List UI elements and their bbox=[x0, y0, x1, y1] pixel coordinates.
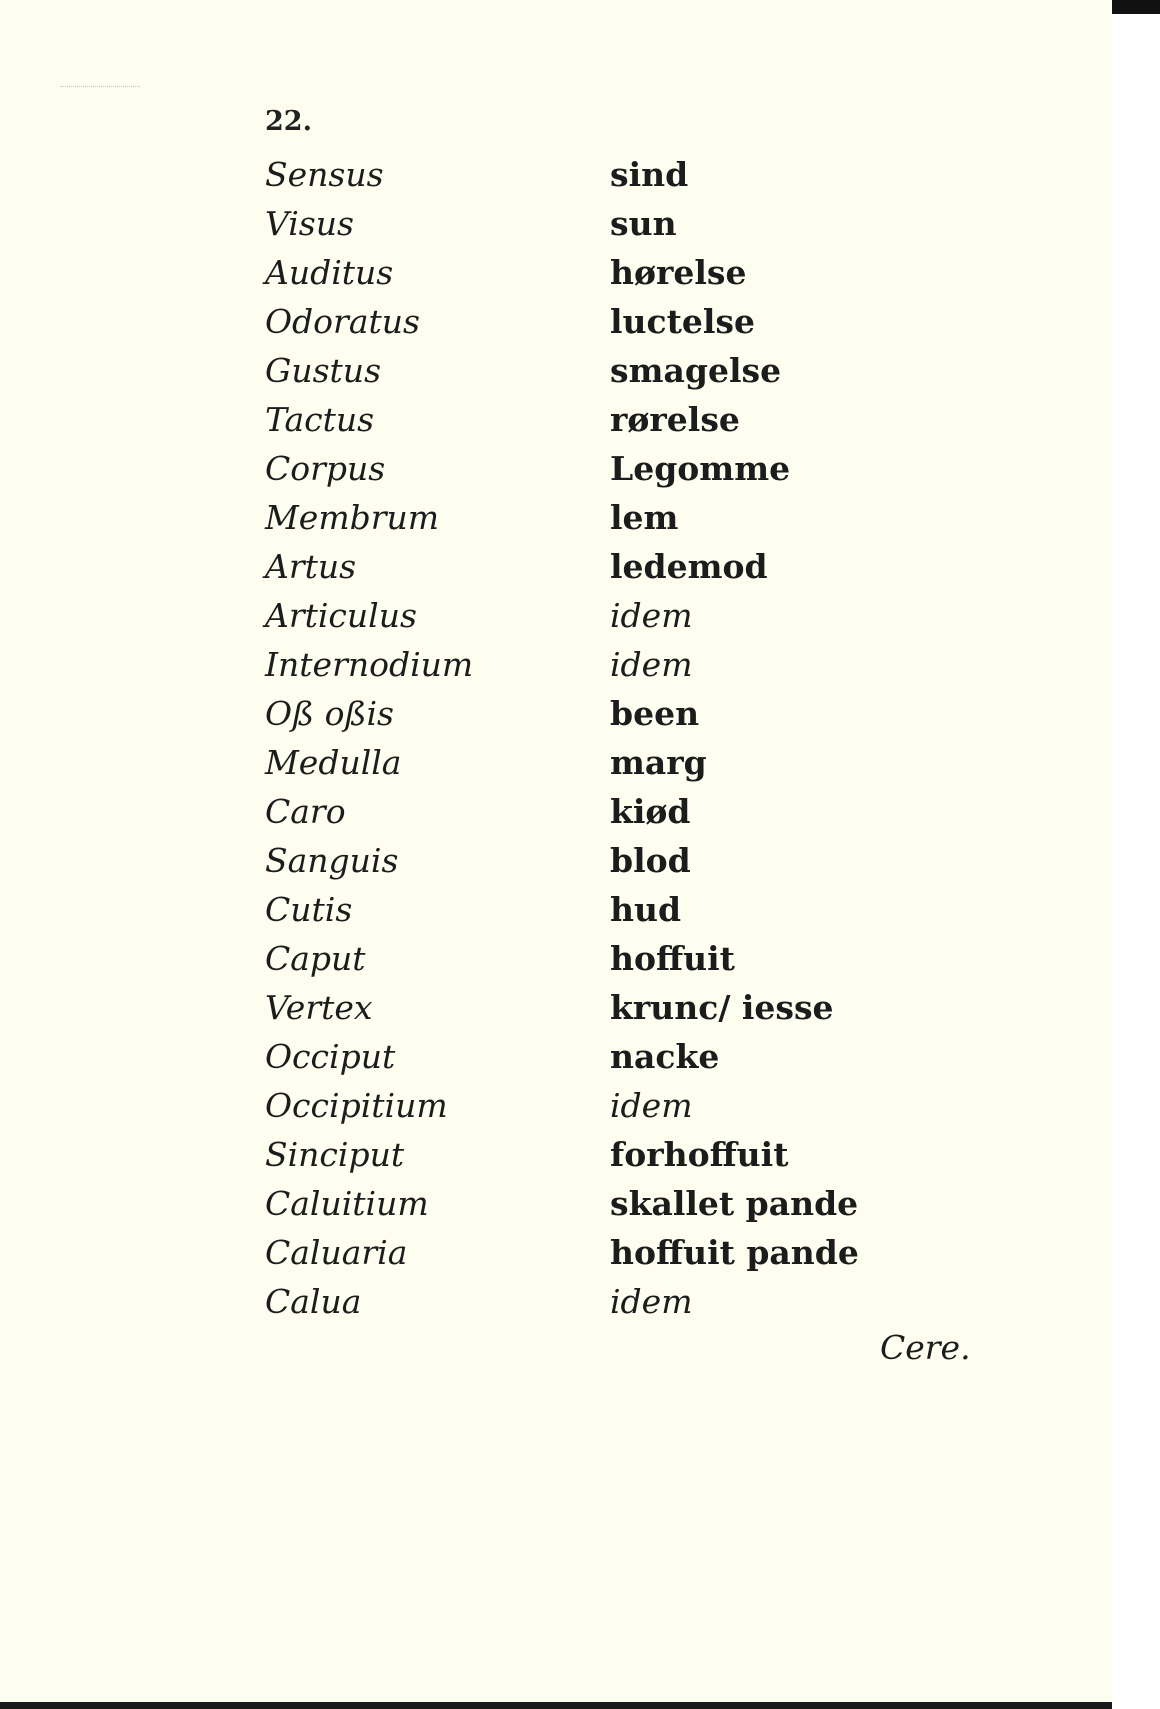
latin-term: Gustus bbox=[265, 351, 381, 390]
latin-term: Corpus bbox=[265, 449, 386, 488]
vernacular-term: ledemod bbox=[610, 547, 768, 586]
vernacular-term: blod bbox=[610, 841, 691, 880]
latin-term: Sensus bbox=[265, 155, 384, 194]
paper-speckle bbox=[60, 86, 140, 89]
glossary-entry bbox=[265, 1228, 905, 1277]
vernacular-term: hoffuit bbox=[610, 939, 735, 978]
glossary-entry bbox=[265, 689, 905, 738]
glossary-entry bbox=[265, 297, 905, 346]
vernacular-term: idem bbox=[610, 1282, 693, 1321]
latin-term: Auditus bbox=[265, 253, 394, 292]
latin-term: Vertex bbox=[265, 988, 373, 1027]
glossary-entry bbox=[265, 738, 905, 787]
vernacular-term: hud bbox=[610, 890, 682, 929]
latin-term: Occiput bbox=[265, 1037, 396, 1076]
vernacular-term: sind bbox=[610, 155, 689, 194]
latin-term: Occipitium bbox=[265, 1086, 448, 1125]
glossary-list bbox=[265, 150, 905, 1326]
scan-corner-mark bbox=[1112, 0, 1160, 14]
glossary-entry bbox=[265, 787, 905, 836]
glossary-entry bbox=[265, 395, 905, 444]
latin-term: Oß oßis bbox=[265, 694, 394, 733]
glossary-entry bbox=[265, 444, 905, 493]
glossary-entry bbox=[265, 591, 905, 640]
glossary-entry bbox=[265, 934, 905, 983]
latin-term: Membrum bbox=[265, 498, 440, 537]
scan-bottom-edge bbox=[0, 1702, 1112, 1709]
vernacular-term: hørelse bbox=[610, 253, 747, 292]
glossary-entry bbox=[265, 640, 905, 689]
glossary-entry bbox=[265, 983, 905, 1032]
vernacular-term: smagelse bbox=[610, 351, 782, 390]
vernacular-term: hoffuit pande bbox=[610, 1233, 859, 1272]
scan-margin bbox=[1112, 0, 1160, 1709]
vernacular-term: nacke bbox=[610, 1037, 720, 1076]
vernacular-term: idem bbox=[610, 1086, 693, 1125]
latin-term: Visus bbox=[265, 204, 354, 243]
glossary-entry bbox=[265, 836, 905, 885]
latin-term: Calua bbox=[265, 1282, 362, 1321]
vernacular-term: idem bbox=[610, 645, 693, 684]
vernacular-term: idem bbox=[610, 596, 693, 635]
catchword: Cere. bbox=[880, 1328, 971, 1367]
glossary-entry bbox=[265, 1032, 905, 1081]
glossary-entry bbox=[265, 346, 905, 395]
latin-term: Internodium bbox=[265, 645, 474, 684]
vernacular-term: forhoffuit bbox=[610, 1135, 789, 1174]
latin-term: Caro bbox=[265, 792, 346, 831]
glossary-entry bbox=[265, 1130, 905, 1179]
latin-term: Articulus bbox=[265, 596, 417, 635]
vernacular-term: skallet pande bbox=[610, 1184, 859, 1223]
page-number: 22. bbox=[265, 106, 312, 137]
latin-term: Caput bbox=[265, 939, 366, 978]
latin-term: Caluaria bbox=[265, 1233, 408, 1272]
glossary-entry bbox=[265, 199, 905, 248]
glossary-entry bbox=[265, 248, 905, 297]
vernacular-term: been bbox=[610, 694, 700, 733]
glossary-entry bbox=[265, 1179, 905, 1228]
latin-term: Caluitium bbox=[265, 1184, 429, 1223]
vernacular-term: krunc/ iesse bbox=[610, 988, 834, 1027]
latin-term: Artus bbox=[265, 547, 357, 586]
vernacular-term: Legomme bbox=[610, 449, 791, 488]
glossary-entry bbox=[265, 1277, 905, 1326]
vernacular-term: luctelse bbox=[610, 302, 755, 341]
vernacular-term: rørelse bbox=[610, 400, 740, 439]
vernacular-term: lem bbox=[610, 498, 679, 537]
vernacular-term: marg bbox=[610, 743, 707, 782]
glossary-entry bbox=[265, 493, 905, 542]
latin-term: Sinciput bbox=[265, 1135, 405, 1174]
glossary-entry bbox=[265, 150, 905, 199]
vernacular-term: sun bbox=[610, 204, 677, 243]
vernacular-term: kiød bbox=[610, 792, 691, 831]
glossary-entry bbox=[265, 1081, 905, 1130]
latin-term: Medulla bbox=[265, 743, 402, 782]
latin-term: Tactus bbox=[265, 400, 375, 439]
latin-term: Cutis bbox=[265, 890, 353, 929]
glossary-entry bbox=[265, 885, 905, 934]
latin-term: Sanguis bbox=[265, 841, 399, 880]
latin-term: Odoratus bbox=[265, 302, 420, 341]
glossary-entry bbox=[265, 542, 905, 591]
